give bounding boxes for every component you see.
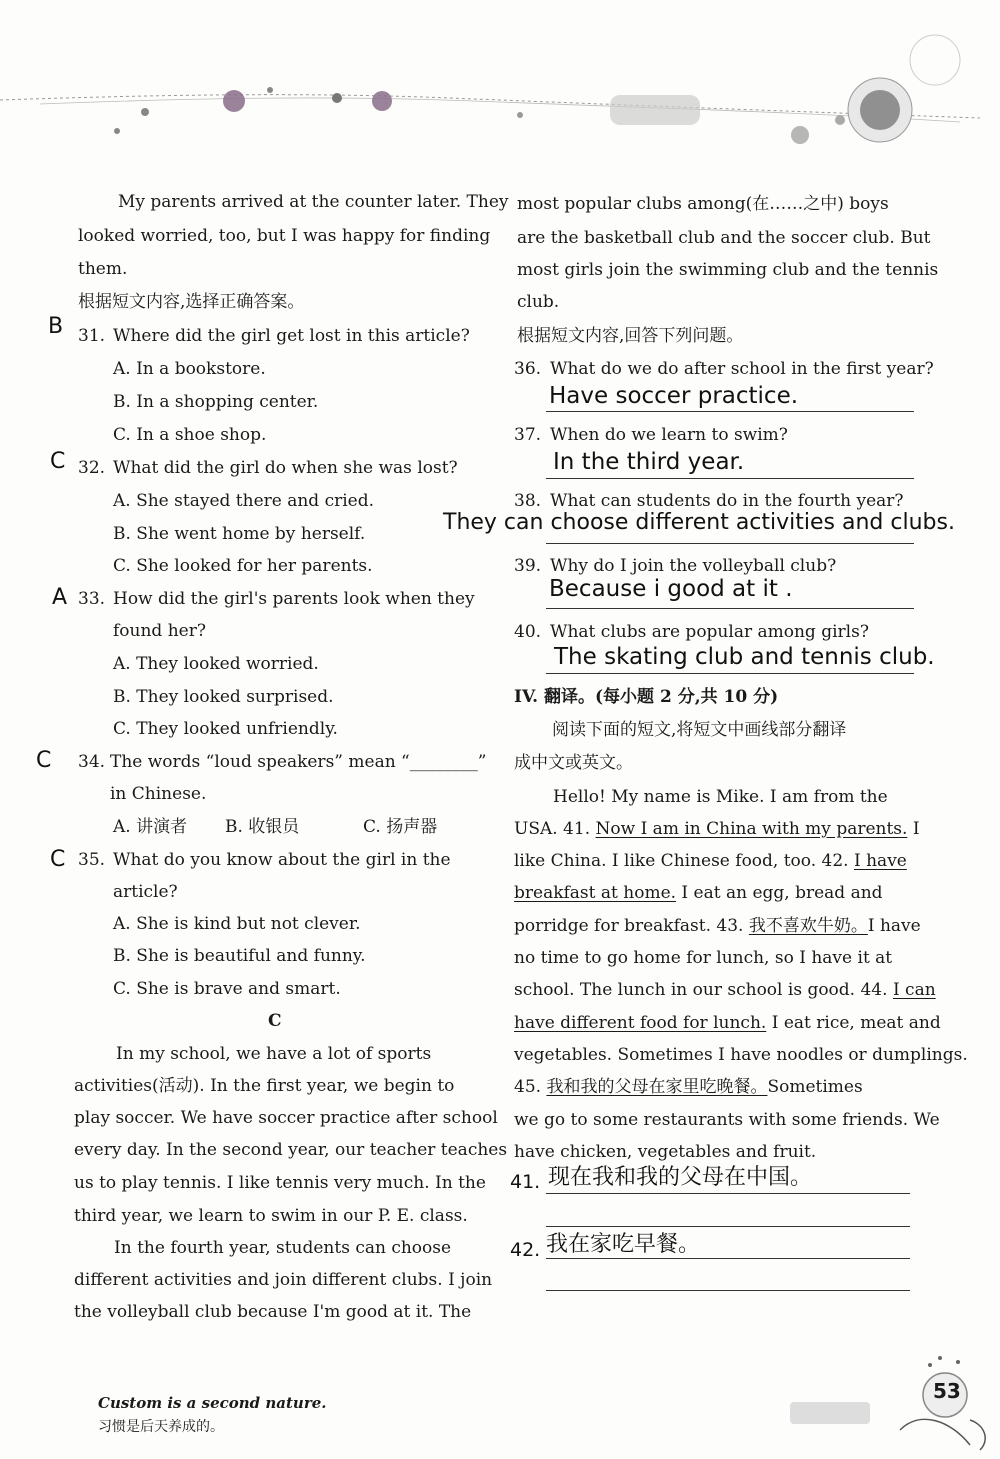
- answer-mark-34: C: [36, 748, 52, 773]
- translation-line-42a: [546, 1258, 910, 1259]
- option-31-c: C. In a shoe shop.: [113, 425, 267, 445]
- section-iv-title: IV. 翻译。(每小题 2 分,共 10 分): [514, 687, 779, 707]
- iv-instruction-2: 成中文或英文。: [514, 753, 633, 773]
- translation-line-12: have chicken, vegetables and fruit.: [514, 1142, 817, 1162]
- option-31-a: A. In a bookstore.: [113, 359, 266, 379]
- question-number-38: 38.: [514, 491, 542, 511]
- proverb-english: Custom is a second nature.: [98, 1394, 327, 1412]
- option-35-b: B. She is beautiful and funny.: [113, 946, 366, 966]
- passage-b-line-1: My parents arrived at the counter later. They: [118, 192, 509, 212]
- option-32-a: A. She stayed there and cried.: [113, 491, 375, 511]
- option-35-a: A. She is kind but not clever.: [113, 914, 361, 934]
- passage-c-line-7: In the fourth year, students can choose: [114, 1238, 452, 1258]
- answer-36: Have soccer practice.: [549, 383, 799, 409]
- underline-41: Now I am in China with my parents.: [595, 819, 908, 839]
- passage-c-tail-2: are the basketball club and the soccer club. But: [517, 228, 931, 248]
- passage-b-line-3: them.: [78, 259, 128, 279]
- iv-instruction-1: 阅读下面的短文,将短文中画线部分翻译: [552, 720, 847, 740]
- translation-line-5: porridge for breakfast. 43. 我不喜欢牛奶。I have: [514, 916, 921, 936]
- question-number-40: 40.: [514, 622, 542, 642]
- question-number-31: 31.: [78, 326, 106, 346]
- question-number-34: 34.: [78, 752, 106, 772]
- answer-line-36: [546, 411, 914, 412]
- option-32-c: C. She looked for her parents.: [113, 556, 373, 576]
- translation-line-41a: [546, 1193, 910, 1194]
- question-text-33-cont: found her?: [113, 621, 206, 641]
- option-34-b: B. 收银员: [225, 817, 300, 837]
- page-number: 53: [933, 1379, 961, 1403]
- question-text-32: What did the girl do when she was lost?: [113, 458, 458, 478]
- option-33-b: B. They looked surprised.: [113, 687, 334, 707]
- answer-mark-33: A: [52, 585, 68, 610]
- header-decoration: [0, 0, 1000, 150]
- answer-37: In the third year.: [553, 449, 745, 475]
- answer-mark-32: C: [50, 449, 66, 474]
- footer-decoration: [780, 1350, 995, 1455]
- passage-b-line-2: looked worried, too, but I was happy for finding: [78, 226, 491, 246]
- translation-line-41b: [546, 1226, 910, 1227]
- underline-42b: breakfast at home.: [514, 883, 677, 903]
- answer-line-40: [546, 673, 914, 674]
- translation-line-8: have different food for lunch. I eat rice, meat and: [514, 1013, 941, 1033]
- passage-c-line-3: play soccer. We have soccer practice after school: [74, 1108, 498, 1128]
- question-text-35-cont: article?: [113, 882, 178, 902]
- passage-c-line-9: the volleyball club because I'm good at it. The: [74, 1302, 472, 1322]
- answer-line-39: [546, 608, 914, 609]
- underline-44a: I can: [892, 980, 936, 1000]
- translation-line-6: no time to go home for lunch, so I have it at: [514, 948, 893, 968]
- translation-number-41: 41.: [510, 1171, 541, 1193]
- option-34-a: A. 讲演者: [113, 817, 188, 837]
- passage-c-line-1: In my school, we have a lot of sports: [116, 1044, 432, 1064]
- question-text-37: When do we learn to swim?: [550, 425, 788, 445]
- floral-banner-icon: [0, 0, 1000, 150]
- passage-c-line-2: activities(活动). In the first year, we begin to: [74, 1076, 455, 1096]
- passage-c-tail-4: club.: [517, 292, 560, 312]
- option-33-a: A. They looked worried.: [113, 654, 319, 674]
- translation-line-9: vegetables. Sometimes I have noodles or dumplings.: [514, 1045, 968, 1065]
- answer-38: They can choose different activities and clubs.: [443, 510, 955, 535]
- passage-c-line-4: every day. In the second year, our teacher teaches: [74, 1140, 508, 1160]
- translation-number-42: 42.: [510, 1239, 541, 1261]
- question-number-35: 35.: [78, 850, 106, 870]
- translation-line-2: USA. 41. Now I am in China with my parents. I: [514, 819, 920, 839]
- answer-mark-31: B: [48, 314, 64, 339]
- question-text-33: How did the girl's parents look when they: [113, 589, 475, 609]
- translation-line-10: 45. 我和我的父母在家里吃晚餐。Sometimes: [514, 1077, 863, 1097]
- translation-line-7: school. The lunch in our school is good. 44. I can: [514, 980, 936, 1000]
- underline-42a: I have: [853, 851, 907, 871]
- question-text-39: Why do I join the volleyball club?: [550, 556, 837, 576]
- translation-line-1: Hello! My name is Mike. I am from the: [553, 787, 888, 807]
- option-35-c: C. She is brave and smart.: [113, 979, 341, 999]
- question-text-34: The words “loud speakers” mean “________”: [110, 752, 487, 772]
- answer-39: Because i good at it .: [549, 576, 793, 602]
- passage-c-line-6: third year, we learn to swim in our P. E. class.: [74, 1206, 468, 1226]
- question-number-33: 33.: [78, 589, 106, 609]
- right-instruction: 根据短文内容,回答下列问题。: [517, 326, 744, 346]
- question-text-35: What do you know about the girl in the: [113, 850, 451, 870]
- translation-answer-41: 现在我和我的父母在中国。: [548, 1165, 813, 1190]
- option-31-b: B. In a shopping center.: [113, 392, 319, 412]
- passage-c-tail-1: most popular clubs among(在……之中) boys: [517, 194, 889, 214]
- underline-43: 我不喜欢牛奶。: [748, 916, 868, 936]
- question-number-32: 32.: [78, 458, 106, 478]
- question-text-38: What can students do in the fourth year?: [550, 491, 904, 511]
- underline-45: 我和我的父母在家里吃晚餐。: [546, 1077, 768, 1097]
- answer-mark-35: C: [50, 847, 66, 872]
- answer-line-37: [546, 478, 914, 479]
- answer-40: The skating club and tennis club.: [554, 644, 935, 670]
- translation-answer-42: 我在家吃早餐。: [546, 1232, 701, 1257]
- question-text-31: Where did the girl get lost in this article?: [113, 326, 470, 346]
- question-text-34-cont: in Chinese.: [110, 784, 207, 804]
- left-instruction: 根据短文内容,选择正确答案。: [78, 292, 305, 312]
- answer-line-38: [546, 543, 914, 544]
- question-number-37: 37.: [514, 425, 542, 445]
- question-number-36: 36.: [514, 359, 542, 379]
- translation-line-42b: [546, 1290, 910, 1291]
- option-34-c: C. 扬声器: [363, 817, 438, 837]
- passage-c-line-8: different activities and join different clubs. I join: [74, 1270, 493, 1290]
- question-number-39: 39.: [514, 556, 542, 576]
- translation-line-4: breakfast at home. I eat an egg, bread and: [514, 883, 883, 903]
- passage-c-line-5: us to play tennis. I like tennis very much. In the: [74, 1173, 486, 1193]
- translation-line-11: we go to some restaurants with some friends. We: [514, 1110, 940, 1130]
- proverb-chinese: 习惯是后天养成的。: [98, 1419, 224, 1435]
- passage-c-tail-3: most girls join the swimming club and the tennis: [517, 260, 939, 280]
- option-32-b: B. She went home by herself.: [113, 524, 366, 544]
- translation-line-3: like China. I like Chinese food, too. 42. I have: [514, 851, 907, 871]
- leaf-swirl-icon: [780, 1350, 995, 1455]
- passage-c-title: C: [268, 1011, 282, 1031]
- option-33-c: C. They looked unfriendly.: [113, 719, 338, 739]
- underline-44b: have different food for lunch.: [514, 1013, 767, 1033]
- question-text-36: What do we do after school in the first year?: [550, 359, 934, 379]
- question-text-40: What clubs are popular among girls?: [550, 622, 869, 642]
